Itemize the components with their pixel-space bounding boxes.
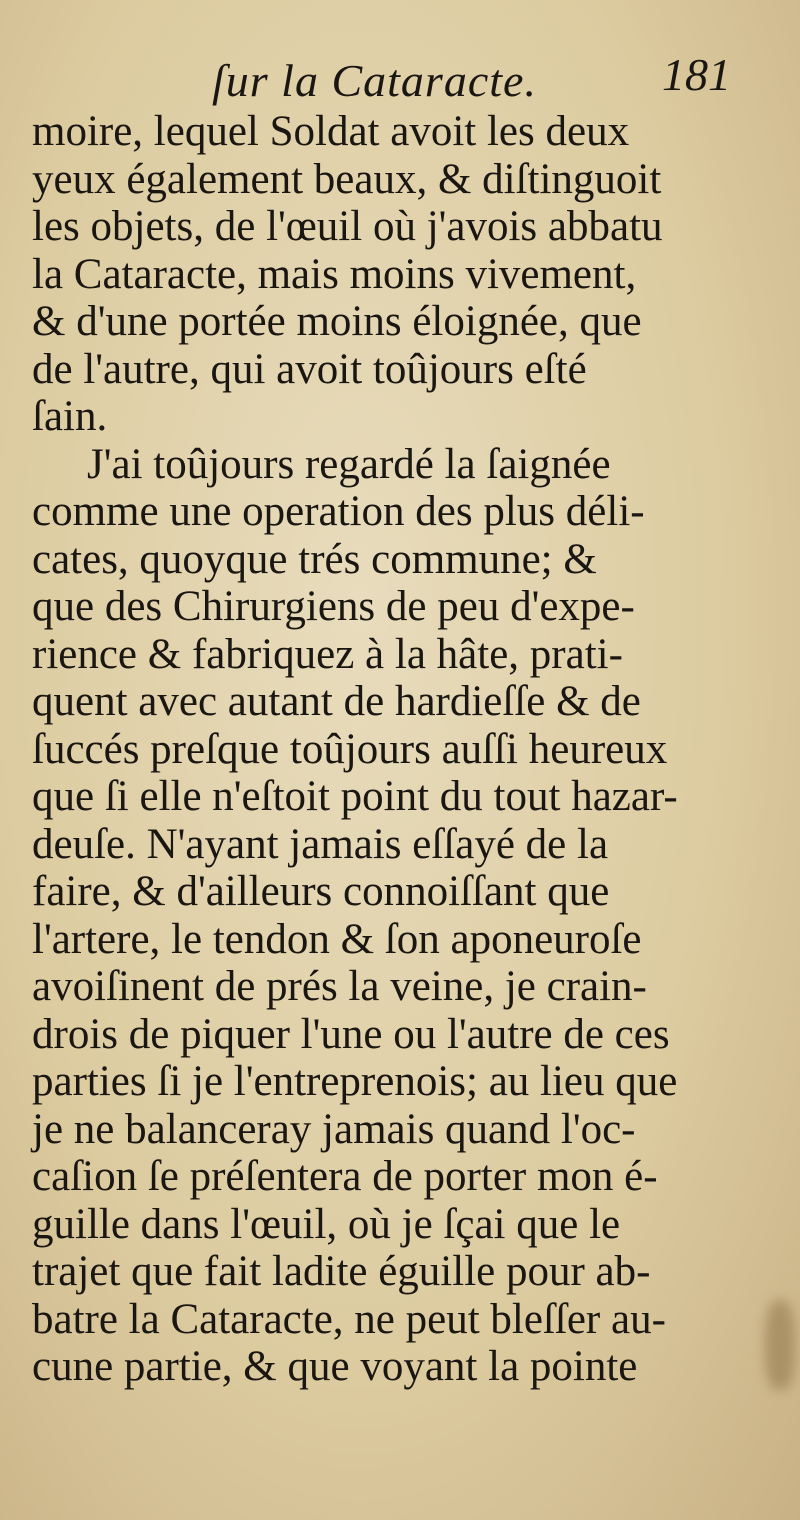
text-line: drois de piquer l'une ou l'autre de ces bbox=[32, 1010, 670, 1058]
text-line: les objets, de l'œuil où j'avois abbatu bbox=[32, 203, 663, 250]
text-line: trajet que fait ladite éguille pour ab- bbox=[32, 1248, 651, 1295]
text-line: caſion ſe préſentera de porter mon é- bbox=[32, 1153, 658, 1200]
paragraph-first-line: J'ai toûjours regardé la ſaignée bbox=[87, 440, 611, 488]
text-line: faire, & d'ailleurs connoiſſant que bbox=[32, 868, 610, 915]
text-line: l'artere, le tendon & ſon aponeuroſe bbox=[32, 915, 642, 963]
page-number: 181 bbox=[662, 49, 731, 100]
text-line: que ſi elle n'eſtoit point du tout hazar- bbox=[32, 773, 678, 820]
text-line: cates, quoyque trés commune; & bbox=[32, 535, 597, 583]
text-line: moire, lequel Soldat avoit les deux bbox=[32, 108, 630, 155]
body-text bbox=[32, 108, 752, 1391]
text-line: & d'une portée moins éloignée, que bbox=[32, 298, 642, 345]
text-line: que des Chirurgiens de peu d'expe- bbox=[32, 583, 635, 630]
text-line: parties ſi je l'entreprenois; au lieu que bbox=[32, 1058, 678, 1105]
text-line: cune partie, & que voyant la pointe bbox=[32, 1343, 638, 1390]
text-line: quent avec autant de hardieſſe & de bbox=[32, 678, 641, 725]
text-line: comme une operation des plus déli- bbox=[32, 488, 645, 535]
running-head: ſur la Cataracte. bbox=[212, 55, 537, 106]
text-line: deuſe. N'ayant jamais eſſayé de la bbox=[32, 820, 609, 868]
text-line: yeux également beaux, & diſtinguoit bbox=[32, 155, 662, 203]
text-line: je ne balanceray jamais quand l'oc- bbox=[32, 1105, 636, 1153]
paper-stain bbox=[765, 1300, 795, 1390]
text-line: avoiſinent de prés la veine, je crain- bbox=[32, 963, 647, 1010]
text-line: la Cataracte, mais moins vivement, bbox=[32, 250, 637, 298]
text-line: de l'autre, qui avoit toûjours eſté bbox=[32, 345, 587, 393]
text-line: batre la Cataracte, ne peut bleſſer au- bbox=[32, 1295, 666, 1343]
text-line: ſain. bbox=[32, 393, 108, 440]
text-line: ſuccés preſque toûjours auſſi heureux bbox=[32, 725, 668, 773]
text-line: rience & fabriquez à la hâte, prati- bbox=[32, 630, 623, 678]
text-line: guille dans l'œuil, où je ſçai que le bbox=[32, 1200, 621, 1248]
